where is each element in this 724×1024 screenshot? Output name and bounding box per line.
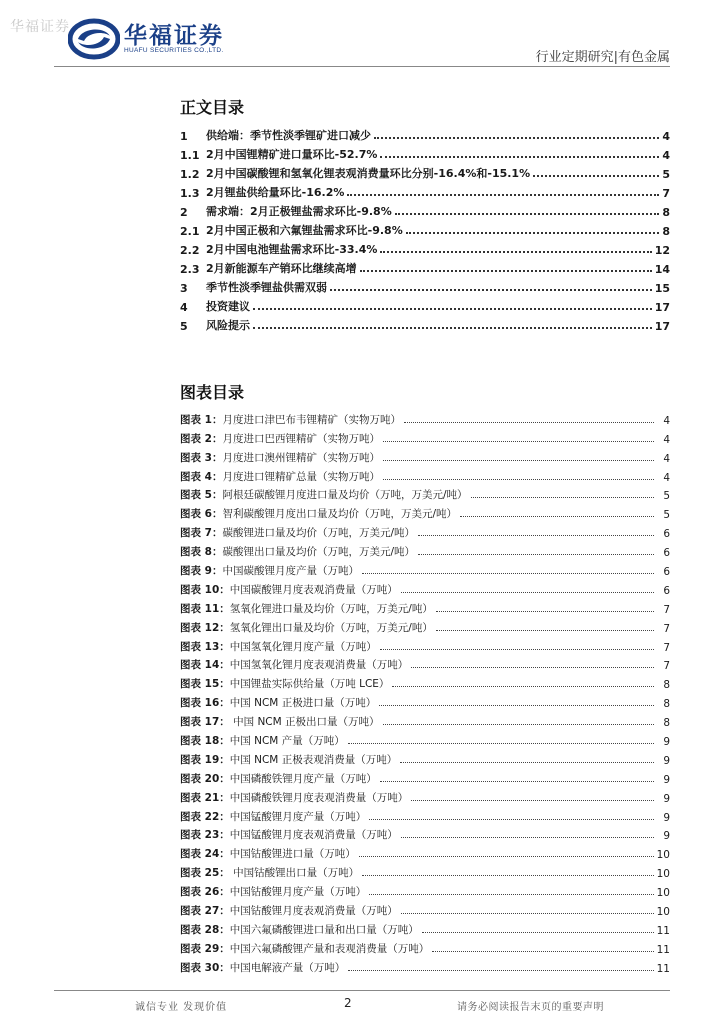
figure-item[interactable] xyxy=(180,748,670,767)
toc-item[interactable] xyxy=(180,181,670,200)
figure-item-title: 中国钴酸锂出口量（万吨） xyxy=(229,867,360,880)
figure-item-title: 中国钴酸锂月度产量（万吨） xyxy=(229,886,367,899)
figure-item-label: 图表 26： xyxy=(180,886,230,899)
figure-item-page: 11 xyxy=(656,962,670,975)
figure-item-page: 9 xyxy=(663,773,670,786)
figure-item-label: 图表 10： xyxy=(180,583,230,596)
figure-item[interactable] xyxy=(180,578,670,597)
dot-leader xyxy=(460,516,654,517)
figure-item[interactable] xyxy=(180,408,670,427)
dot-leader xyxy=(533,175,659,177)
dot-leader xyxy=(401,592,654,593)
figure-item-page: 6 xyxy=(663,566,670,579)
figure-item-title: 中国磷酸铁锂月度产量（万吨） xyxy=(229,772,377,785)
dot-leader xyxy=(392,686,654,687)
figure-item[interactable] xyxy=(180,446,670,465)
dot-leader xyxy=(362,573,654,574)
toc-item-number: 5 xyxy=(180,320,188,333)
toc-item-page: 8 xyxy=(662,225,670,238)
dot-leader xyxy=(471,497,654,498)
toc-item[interactable] xyxy=(180,200,670,219)
toc-item-title: 投资建议 xyxy=(206,300,250,313)
dot-leader xyxy=(379,705,654,706)
figure-item[interactable] xyxy=(180,654,670,673)
figure-item-title: 中国锰酸锂月度产量（万吨） xyxy=(229,810,367,823)
figure-item-title: 中国碳酸锂月度表观消费量（万吨） xyxy=(229,583,398,596)
figure-item[interactable] xyxy=(180,710,670,729)
figure-item-label: 图表 20： xyxy=(180,772,230,785)
figure-item-page: 8 xyxy=(663,698,670,711)
figure-item-label: 图表 22： xyxy=(180,810,230,823)
dot-leader xyxy=(395,213,660,215)
dot-leader xyxy=(418,535,654,536)
figure-item-title: 月度进口津巴布韦锂精矿（实物万吨） xyxy=(222,413,401,426)
figure-item[interactable] xyxy=(180,918,670,937)
figure-item-page: 8 xyxy=(663,717,670,730)
figure-item-page: 4 xyxy=(663,452,670,465)
dot-leader xyxy=(374,137,659,139)
figure-item-title: 智利碳酸锂月度出口量及均价（万吨，万美元/吨） xyxy=(222,508,458,521)
toc-item-number: 1.2 xyxy=(180,168,200,181)
figure-item-title: 中国 NCM 正极进口量（万吨） xyxy=(229,697,377,710)
figure-item[interactable] xyxy=(180,616,670,635)
dot-leader xyxy=(380,649,654,650)
dot-leader xyxy=(418,554,654,555)
figure-item-title: 中国钴酸锂进口量（万吨） xyxy=(229,848,356,861)
figure-item-title: 中国锂盐实际供给量（万吨 LCE） xyxy=(229,678,390,691)
figure-item-page: 4 xyxy=(663,471,670,484)
figure-item[interactable] xyxy=(180,805,670,824)
toc-item-number: 2 xyxy=(180,206,188,219)
figure-item[interactable] xyxy=(180,842,670,861)
toc-item-page: 4 xyxy=(662,149,670,162)
figure-item-label: 图表 2： xyxy=(180,432,223,445)
figure-item[interactable] xyxy=(180,956,670,975)
figure-item-page: 5 xyxy=(663,490,670,503)
figure-item[interactable] xyxy=(180,729,670,748)
figure-item[interactable] xyxy=(180,937,670,956)
figure-item-title: 月度进口锂精矿总量（实物万吨） xyxy=(222,470,380,483)
dot-leader xyxy=(369,819,654,820)
figure-item-title: 氢氧化锂进口量及均价（万吨，万美元/吨） xyxy=(229,602,433,615)
toc-item-page: 7 xyxy=(662,187,670,200)
figure-item-label: 图表 30： xyxy=(180,961,230,974)
dot-leader xyxy=(253,308,652,310)
figure-item-label: 图表 1： xyxy=(180,413,223,426)
figure-item-page: 7 xyxy=(663,641,670,654)
toc-item-page: 8 xyxy=(662,206,670,219)
toc-item-number: 2.1 xyxy=(180,225,200,238)
toc-item-title: 需求端：2月正极锂盐需求环比-9.8% xyxy=(206,205,392,218)
dot-leader xyxy=(369,894,654,895)
figure-item[interactable] xyxy=(180,824,670,843)
dot-leader xyxy=(383,441,654,442)
toc-item-number: 3 xyxy=(180,282,188,295)
toc-title: 正文目录 xyxy=(180,98,245,117)
figure-item-title: 中国电解液产量（万吨） xyxy=(229,961,346,974)
toc-item-title: 2月中国正极和六氟锂盐需求环比-9.8% xyxy=(206,224,403,237)
figure-item-title: 中国磷酸铁锂月度表观消费量（万吨） xyxy=(229,791,409,804)
toc-item[interactable] xyxy=(180,219,670,238)
figure-item[interactable] xyxy=(180,861,670,880)
figure-item-title: 中国 NCM 产量（万吨） xyxy=(229,735,345,748)
toc-item-number: 1 xyxy=(180,130,188,143)
figure-item-title: 中国 NCM 正极表观消费量（万吨） xyxy=(229,753,398,766)
figure-item[interactable] xyxy=(180,484,670,503)
figure-item-label: 图表 11： xyxy=(180,602,230,615)
figure-item-label: 图表 16： xyxy=(180,697,230,710)
dot-leader xyxy=(436,630,654,631)
toc-item[interactable] xyxy=(180,238,670,257)
toc-item-number: 4 xyxy=(180,301,188,314)
dot-leader xyxy=(362,875,654,876)
figure-item-label: 图表 25： xyxy=(180,867,230,880)
toc-item-title: 2月锂盐供给量环比-16.2% xyxy=(206,186,345,199)
dot-leader xyxy=(360,270,652,272)
figure-item-title: 碳酸锂进口量及均价（万吨，万美元/吨） xyxy=(222,527,416,540)
figure-item-title: 中国六氟磷酸锂进口量和出口量（万吨） xyxy=(229,923,419,936)
figure-item-title: 阿根廷碳酸锂月度进口量及均价（万吨，万美元/吨） xyxy=(222,489,468,502)
toc-item-title: 风险提示 xyxy=(206,319,250,332)
figure-item-title: 中国六氟磷酸锂产量和表观消费量（万吨） xyxy=(229,942,430,955)
figure-item-label: 图表 8： xyxy=(180,546,223,559)
figure-item-page: 6 xyxy=(663,584,670,597)
dot-leader xyxy=(383,724,654,725)
figure-item-title: 中国氢氧化锂月度表观消费量（万吨） xyxy=(229,659,409,672)
figure-item-title: 中国碳酸锂月度产量（万吨） xyxy=(222,565,359,578)
figure-item-label: 图表 27： xyxy=(180,905,230,918)
dot-leader xyxy=(380,156,659,158)
figure-item-page: 4 xyxy=(663,433,670,446)
footer-slogan: 诚信专业 发现价值 xyxy=(135,1002,228,1013)
figure-item-label: 图表 12： xyxy=(180,621,230,634)
figure-item[interactable] xyxy=(180,899,670,918)
figure-item-label: 图表 3： xyxy=(180,451,223,464)
figure-item[interactable] xyxy=(180,427,670,446)
figure-item-page: 7 xyxy=(663,660,670,673)
figure-item-page: 5 xyxy=(663,509,670,522)
figure-item-page: 10 xyxy=(656,887,670,900)
toc-item-page: 4 xyxy=(662,130,670,143)
toc-item-title: 2月中国碳酸锂和氢氧化锂表观消费量环比分别-16.4%和-15.1% xyxy=(206,167,531,180)
figure-item-page: 8 xyxy=(663,679,670,692)
figure-item-label: 图表 17： xyxy=(180,716,230,729)
figure-item-label: 图表 18： xyxy=(180,735,230,748)
dot-leader xyxy=(380,781,654,782)
header-divider xyxy=(54,66,670,67)
toc-item[interactable] xyxy=(180,162,670,181)
figure-item[interactable] xyxy=(180,672,670,691)
toc-item-page: 5 xyxy=(662,168,670,181)
toc-item-page: 12 xyxy=(654,244,670,257)
figure-item-label: 图表 9： xyxy=(180,565,223,578)
dot-leader xyxy=(411,800,654,801)
figure-item-label: 图表 29： xyxy=(180,942,230,955)
dot-leader xyxy=(404,422,654,423)
toc-item-title: 2月中国锂精矿进口量环比-52.7% xyxy=(206,148,378,161)
toc-item-title: 季节性淡季锂盐供需双弱 xyxy=(206,281,327,294)
report-category: 行业定期研究|有色金属 xyxy=(535,50,670,65)
toc-item[interactable] xyxy=(180,257,670,276)
figure-item-page: 9 xyxy=(663,754,670,767)
figure-item-label: 图表 13： xyxy=(180,640,230,653)
figure-item-title: 中国钴酸锂月度表观消费量（万吨） xyxy=(229,905,398,918)
figure-item-page: 7 xyxy=(663,603,670,616)
figure-item-page: 10 xyxy=(656,906,670,919)
figures-list xyxy=(180,408,670,975)
figure-item[interactable] xyxy=(180,767,670,786)
footer-disclaimer: 请务必阅读报告末页的重要声明 xyxy=(457,1002,604,1013)
toc-item-page: 17 xyxy=(654,301,670,314)
figure-item[interactable] xyxy=(180,635,670,654)
figure-item-page: 9 xyxy=(663,736,670,749)
toc-item-page: 14 xyxy=(654,263,670,276)
toc-item-number: 1.3 xyxy=(180,187,200,200)
figure-item-title: 中国氢氧化锂月度产量（万吨） xyxy=(229,640,377,653)
figure-item[interactable] xyxy=(180,559,670,578)
figure-item-page: 6 xyxy=(663,547,670,560)
figure-item[interactable] xyxy=(180,786,670,805)
figures-title: 图表目录 xyxy=(180,383,245,402)
figure-item-label: 图表 21： xyxy=(180,791,230,804)
toc-item-page: 15 xyxy=(654,282,670,295)
dot-leader xyxy=(383,479,654,480)
toc-item-page: 17 xyxy=(654,320,670,333)
toc-item-number: 2.2 xyxy=(180,244,200,257)
toc-item[interactable] xyxy=(180,276,670,295)
dot-leader xyxy=(422,932,654,933)
logo-swirl-icon xyxy=(68,16,120,62)
figure-item-page: 11 xyxy=(656,943,670,956)
figure-item[interactable] xyxy=(180,502,670,521)
figure-item-label: 图表 28： xyxy=(180,923,230,936)
dot-leader xyxy=(380,251,651,253)
dot-leader xyxy=(406,232,660,234)
figure-item-label: 图表 15： xyxy=(180,678,230,691)
dot-leader xyxy=(330,289,652,291)
dot-leader xyxy=(436,611,654,612)
toc-item[interactable] xyxy=(180,124,670,143)
dot-leader xyxy=(383,460,654,461)
figure-item-page: 7 xyxy=(663,622,670,635)
toc-item-title: 2月中国电池锂盐需求环比-33.4% xyxy=(206,243,378,256)
watermark: 华福证券 xyxy=(10,19,70,35)
figure-item-label: 图表 23： xyxy=(180,829,230,842)
toc-item[interactable] xyxy=(180,295,670,314)
dot-leader xyxy=(253,327,652,329)
toc-item[interactable] xyxy=(180,314,670,333)
toc-list xyxy=(180,124,670,333)
toc-item-number: 1.1 xyxy=(180,149,200,162)
figure-item-label: 图表 14： xyxy=(180,659,230,672)
page-number: 2 xyxy=(344,996,352,1010)
figure-item-page: 11 xyxy=(656,924,670,937)
figure-item-page: 9 xyxy=(663,830,670,843)
figure-item-label: 图表 5： xyxy=(180,489,223,502)
figure-item-title: 氢氧化锂出口量及均价（万吨，万美元/吨） xyxy=(229,621,433,634)
figure-item-page: 10 xyxy=(656,849,670,862)
figure-item[interactable] xyxy=(180,597,670,616)
logo-english-name: HUAFU SECURITIES CO.,LTD. xyxy=(124,47,224,54)
figure-item-page: 9 xyxy=(663,811,670,824)
figure-item-page: 10 xyxy=(656,868,670,881)
dot-leader xyxy=(432,951,654,952)
figure-item-title: 月度进口澳州锂精矿（实物万吨） xyxy=(222,451,380,464)
figure-item-title: 碳酸锂出口量及均价（万吨，万美元/吨） xyxy=(222,546,416,559)
figure-item-label: 图表 24： xyxy=(180,848,230,861)
toc-item-title: 2月新能源车产销环比继续高增 xyxy=(206,262,357,275)
figure-item[interactable] xyxy=(180,880,670,899)
figure-item[interactable] xyxy=(180,691,670,710)
figure-item[interactable] xyxy=(180,540,670,559)
figure-item-title: 中国锰酸锂月度表观消费量（万吨） xyxy=(229,829,398,842)
figure-item-title: 月度进口巴西锂精矿（实物万吨） xyxy=(222,432,380,445)
footer-divider xyxy=(54,990,670,991)
logo-chinese-name: 华福证券 xyxy=(124,23,224,49)
figure-item-label: 图表 19： xyxy=(180,753,230,766)
dot-leader xyxy=(348,743,654,744)
figure-item-page: 4 xyxy=(663,414,670,427)
dot-leader xyxy=(401,913,654,914)
figure-item-label: 图表 7： xyxy=(180,527,223,540)
toc-item-number: 2.3 xyxy=(180,263,200,276)
toc-item-title: 供给端：季节性淡季锂矿进口减少 xyxy=(206,129,371,142)
dot-leader xyxy=(359,856,654,857)
figure-item[interactable] xyxy=(180,521,670,540)
dot-leader xyxy=(411,667,654,668)
figure-item-label: 图表 6： xyxy=(180,508,223,521)
dot-leader xyxy=(347,194,659,196)
figure-item-page: 6 xyxy=(663,528,670,541)
dot-leader xyxy=(401,837,654,838)
dot-leader xyxy=(348,970,654,971)
figure-item-label: 图表 4： xyxy=(180,470,223,483)
dot-leader xyxy=(400,762,654,763)
company-logo xyxy=(68,16,258,62)
figure-item-page: 9 xyxy=(663,792,670,805)
toc-item[interactable] xyxy=(180,143,670,162)
figure-item-title: 中国 NCM 正极出口量（万吨） xyxy=(229,716,380,729)
figure-item[interactable] xyxy=(180,465,670,484)
